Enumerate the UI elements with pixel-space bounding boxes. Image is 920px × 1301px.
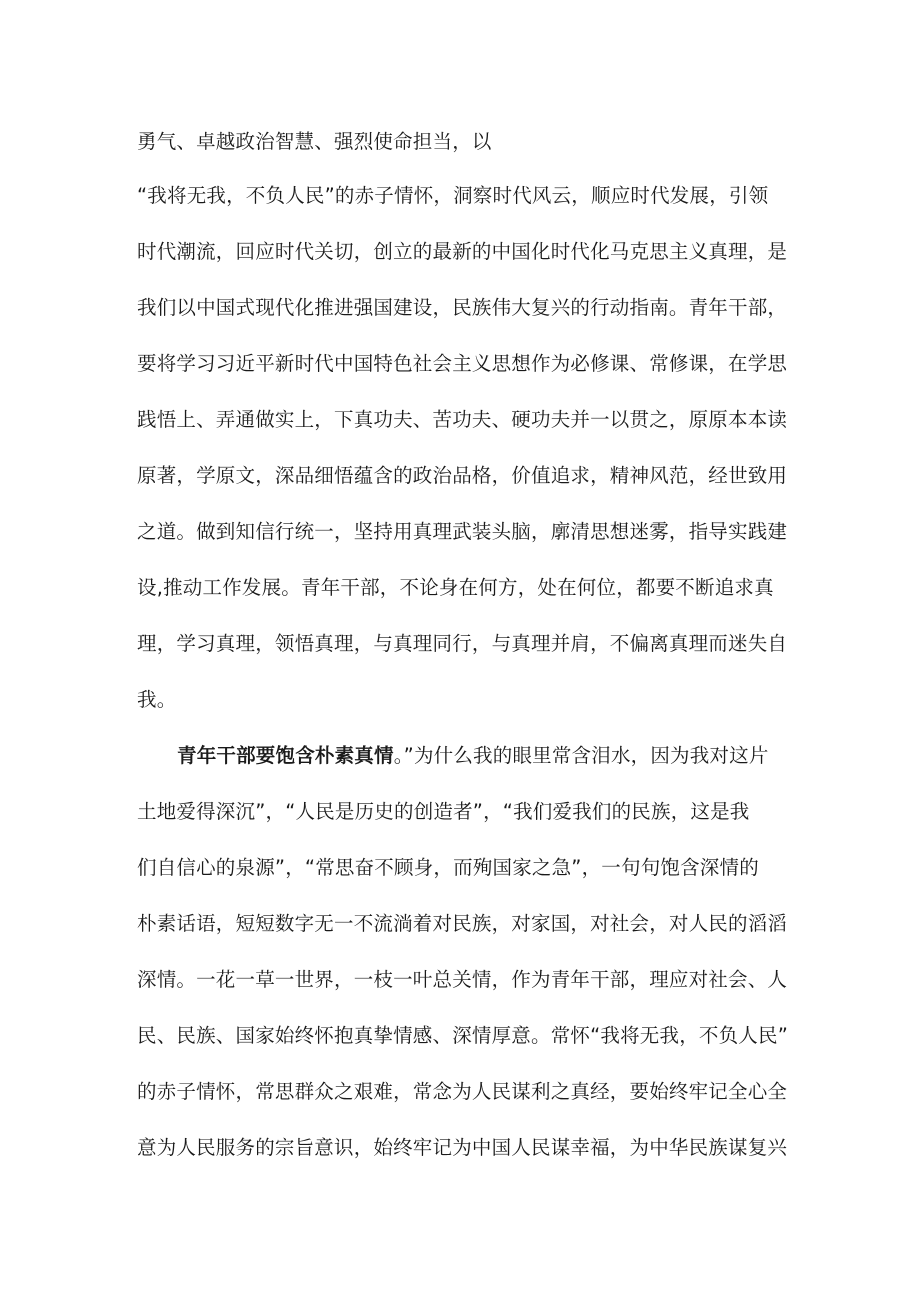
paragraph-line: 之道。做到知信行统一，坚持用真理武装头脑，廓清思想迷雾，指导实践建 — [137, 520, 788, 543]
paragraph-line: 设,推动工作发展。青年干部，不论身在何方，处在何位，都要不断追求真 — [137, 576, 774, 599]
paragraph-first-line — [177, 744, 837, 768]
paragraph-line: 的赤子情怀，常思群众之艰难，常念为人民谋利之真经，要始终牢记全心全 — [137, 1080, 788, 1103]
paragraph-line: 我们以中国式现代化推进强国建设，民族伟大复兴的行动指南。青年干部， — [137, 296, 788, 319]
paragraph-heading: 青年干部要饱含朴素真情 — [177, 744, 394, 767]
paragraph-line: “我将无我，不负人民”的赤子情怀，洞察时代风云，顺应时代发展，引领 — [137, 184, 769, 207]
paragraph-line: 理，学习真理，领悟真理，与真理同行，与真理并肩，不偏离真理而迷失自 — [137, 632, 788, 655]
paragraph-line-rest: 。”为什么我的眼里常含泪水，因为我对这片 — [393, 744, 769, 767]
paragraph-line: 民、民族、国家始终怀抱真挚情感、深情厚意。常怀“我将无我，不负人民” — [137, 1024, 789, 1047]
paragraph-line: 朴素话语，短短数字无一不流淌着对民族，对家国，对社会，对人民的滔滔 — [137, 912, 788, 935]
paragraph-line: 勇气、卓越政治智慧、强烈使命担当，以 — [137, 130, 492, 153]
paragraph-line: 土地爱得深沉”，“人民是历史的创造者”，“我们爱我们的民族，这是我 — [137, 800, 750, 823]
paragraph-line: 深情。一花一草一世界，一枝一叶总关情，作为青年干部，理应对社会、人 — [137, 968, 788, 991]
paragraph-line: 我。 — [137, 688, 177, 711]
paragraph-line: 们自信心的泉源”，“常思奋不顾身，而殉国家之急”，一句句饱含深情的 — [137, 856, 759, 879]
paragraph-line: 时代潮流，回应时代关切，创立的最新的中国化时代化马克思主义真理，是 — [137, 240, 788, 263]
paragraph-line: 原著，学原文，深品细悟蕴含的政治品格，价值追求，精神风范，经世致用 — [137, 464, 788, 487]
paragraph-line: 要将学习习近平新时代中国特色社会主义思想作为必修课、常修课，在学思 — [137, 352, 788, 375]
paragraph-line: 意为人民服务的宗旨意识，始终牢记为中国人民谋幸福，为中华民族谋复兴 — [137, 1136, 788, 1159]
paragraph-line: 践悟上、弄通做实上，下真功夫、苦功夫、硬功夫并一以贯之，原原本本读 — [137, 408, 788, 431]
